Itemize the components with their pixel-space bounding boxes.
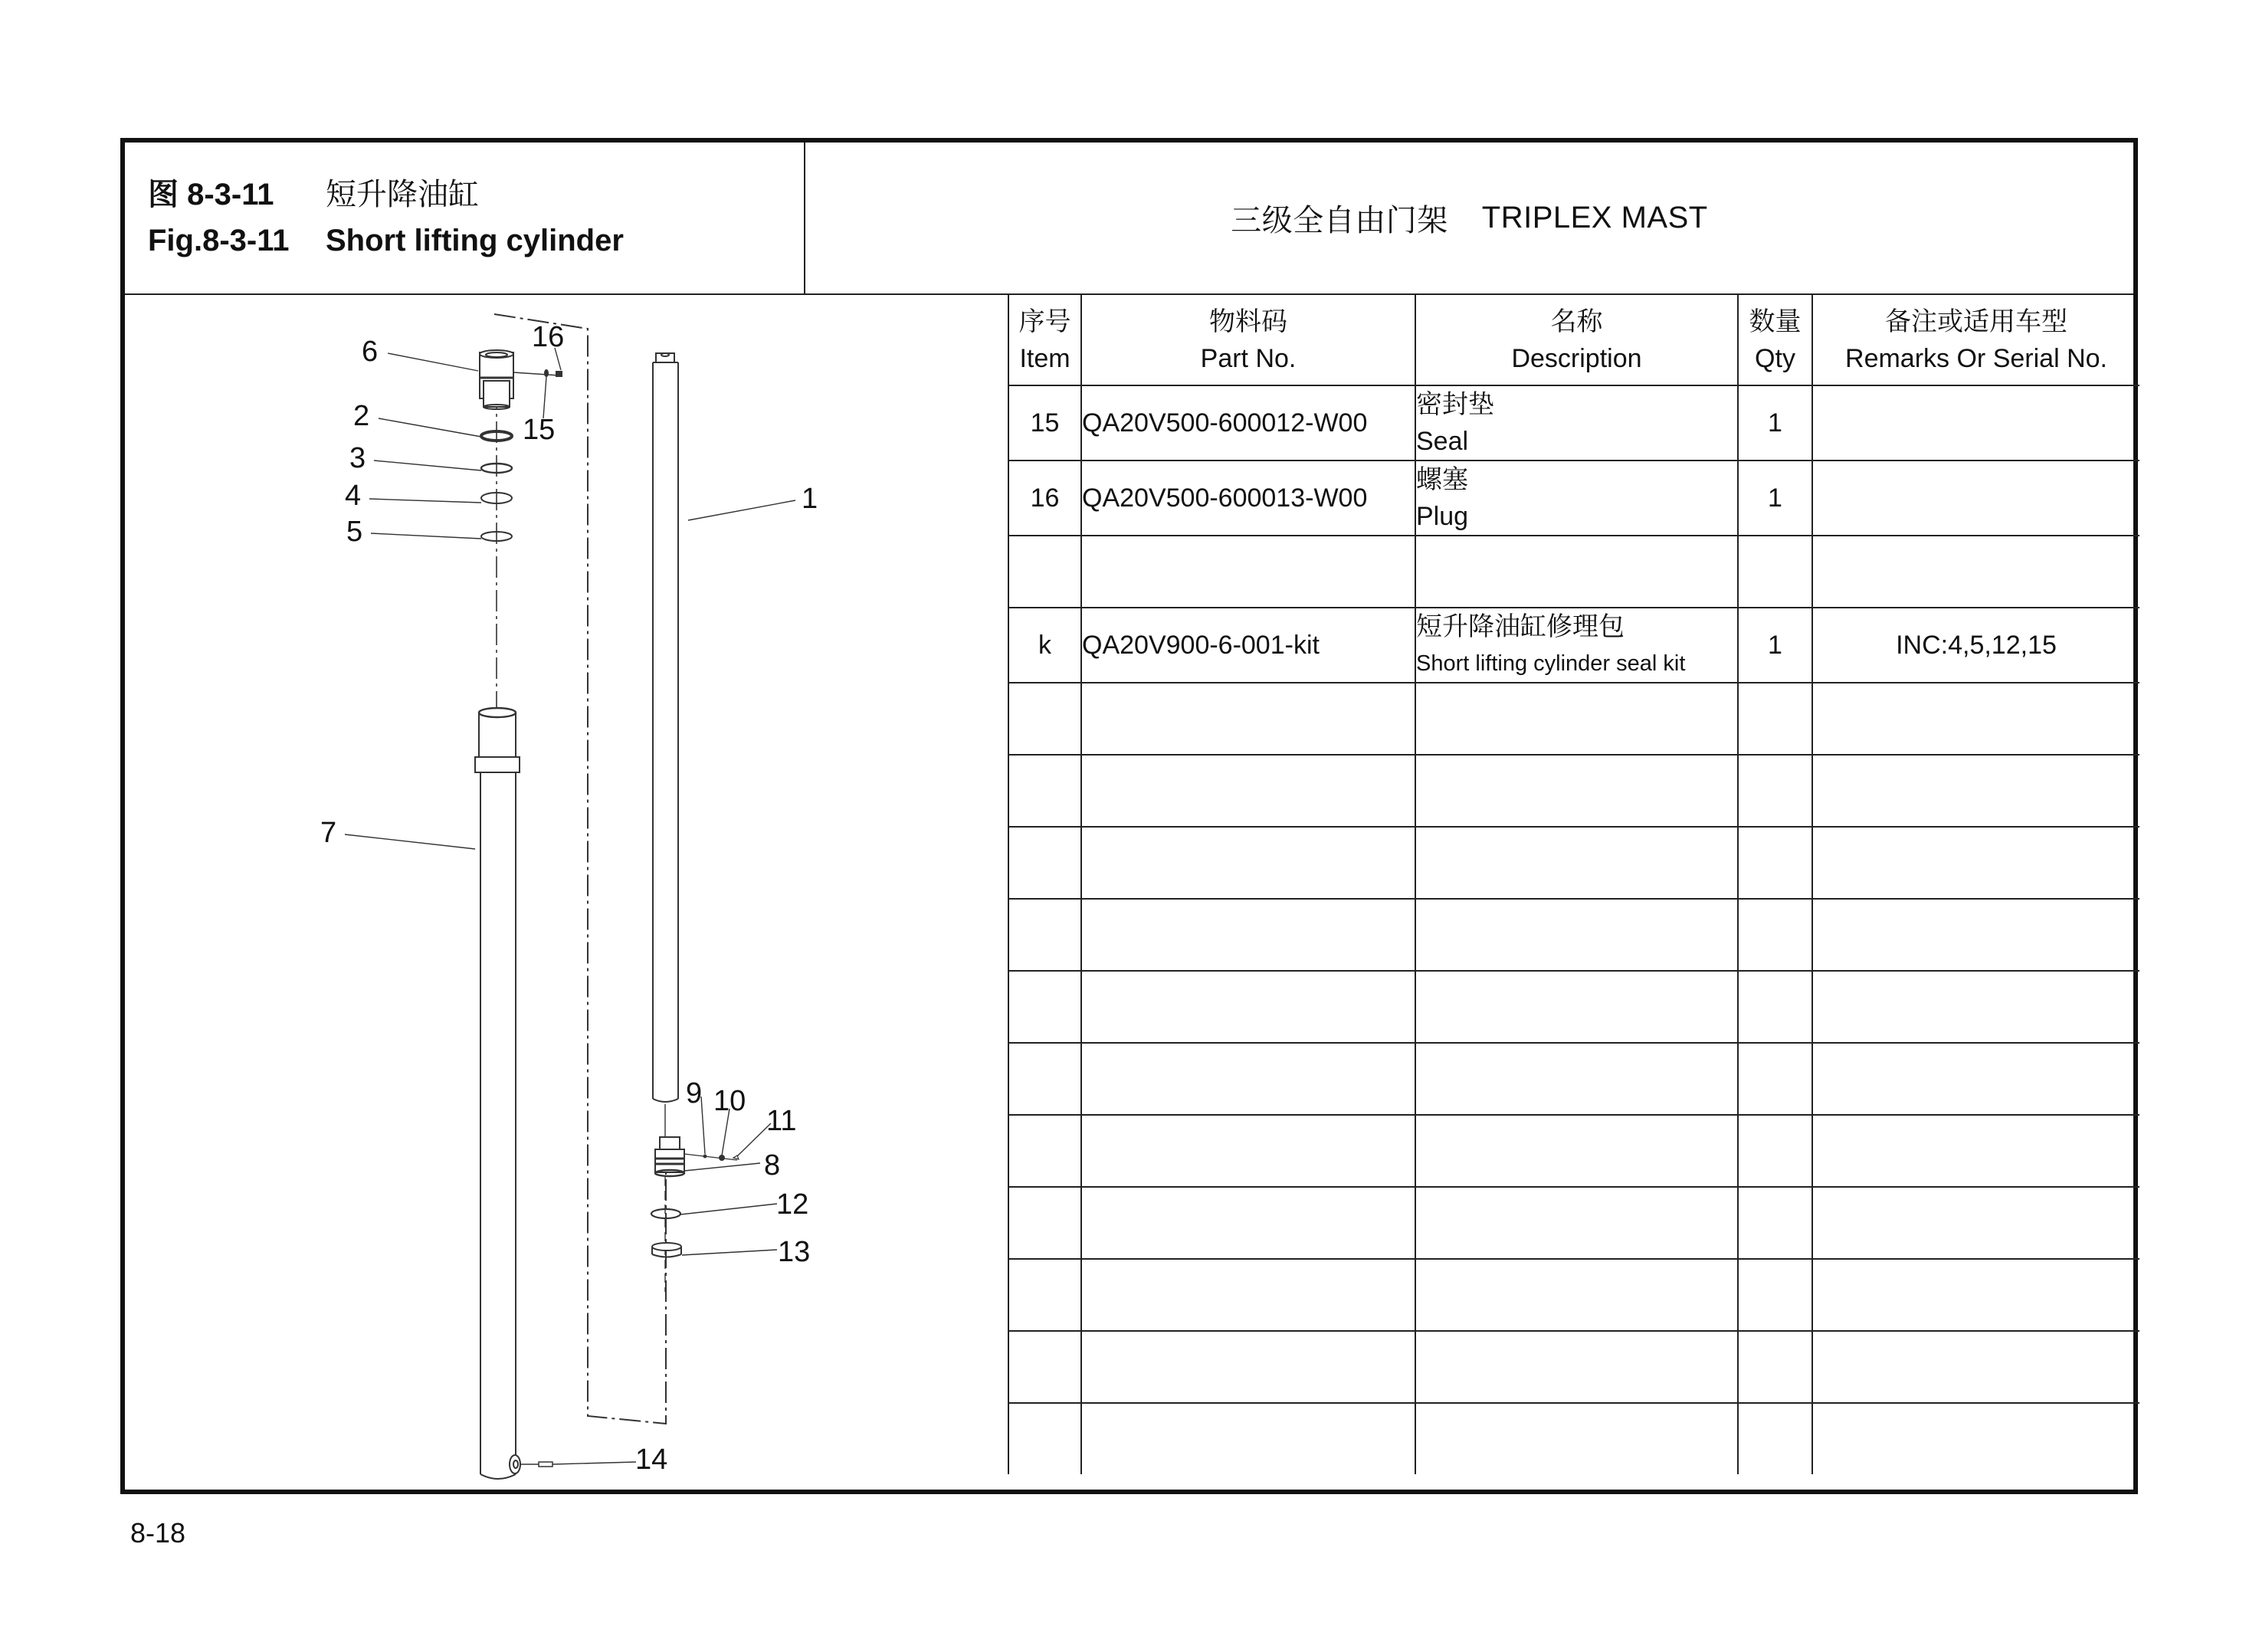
callout-13: 13 (778, 1236, 811, 1268)
cell-item (1008, 971, 1081, 1043)
cell-qty (1738, 1331, 1812, 1403)
cell-description (1415, 536, 1738, 608)
table-row (1008, 971, 2139, 1043)
cell-description: 螺塞 Plug (1415, 461, 1738, 536)
cell-qty (1738, 827, 1812, 899)
cell-part-no (1081, 1403, 1415, 1474)
cell-remarks (1812, 971, 2139, 1043)
section-title-cn: 三级全自由门架 (1231, 204, 1448, 238)
cell-qty (1738, 1403, 1812, 1474)
table-row (1008, 461, 2139, 536)
part-6-gland-icon (480, 350, 513, 409)
cell-part-no (1081, 1331, 1415, 1403)
table-row (1008, 755, 2139, 827)
callout-8: 8 (764, 1149, 781, 1182)
callout-12: 12 (776, 1188, 809, 1221)
figure-number-cn: 图 8-3-11 (148, 178, 274, 211)
callout-2: 2 (353, 400, 370, 432)
cell-part-no (1081, 1043, 1415, 1115)
cell-item (1008, 1403, 1081, 1474)
cell-item: k (1008, 608, 1081, 683)
cell-remarks (1812, 1187, 2139, 1259)
cell-remarks (1812, 461, 2139, 536)
cell-remarks: INC:4,5,12,15 (1812, 608, 2139, 683)
callout-10: 10 (713, 1085, 746, 1117)
table-row (1008, 1403, 2139, 1474)
cell-remarks (1812, 385, 2139, 461)
cell-remarks (1812, 827, 2139, 899)
cell-qty (1738, 536, 1812, 608)
cell-item (1008, 1043, 1081, 1115)
cell-remarks (1812, 755, 2139, 827)
cell-qty (1738, 1115, 1812, 1187)
cell-item (1008, 683, 1081, 755)
cell-description (1415, 899, 1738, 971)
cell-part-no (1081, 899, 1415, 971)
cell-item (1008, 1331, 1081, 1403)
cell-description (1415, 1403, 1738, 1474)
cell-qty (1738, 1259, 1812, 1331)
table-header-row (1008, 295, 2139, 385)
cell-item (1008, 1259, 1081, 1331)
cell-qty: 1 (1738, 608, 1812, 683)
cell-qty (1738, 971, 1812, 1043)
table-row (1008, 1331, 2139, 1403)
section-title-en: TRIPLEX MAST (1481, 201, 1708, 234)
col-header-remarks: 备注或适用车型 Remarks Or Serial No. (1812, 295, 2139, 385)
cell-description (1415, 1331, 1738, 1403)
cell-remarks (1812, 1403, 2139, 1474)
callout-labels (320, 321, 818, 1476)
cell-qty (1738, 899, 1812, 971)
cell-remarks (1812, 1115, 2139, 1187)
table-row (1008, 1187, 2139, 1259)
callout-1: 1 (802, 483, 818, 515)
cell-part-no (1081, 536, 1415, 608)
callout-9: 9 (686, 1077, 703, 1110)
callout-11: 11 (766, 1105, 797, 1137)
table-row (1008, 608, 2139, 683)
table-row (1008, 827, 2139, 899)
cell-qty (1738, 755, 1812, 827)
cell-remarks (1812, 899, 2139, 971)
cell-part-no (1081, 971, 1415, 1043)
callout-15: 15 (523, 414, 556, 446)
table-row (1008, 536, 2139, 608)
cell-item: 16 (1008, 461, 1081, 536)
cell-item: 15 (1008, 385, 1081, 461)
cell-part-no (1081, 827, 1415, 899)
cell-item (1008, 1115, 1081, 1187)
page-frame (120, 138, 2138, 1494)
cell-item (1008, 827, 1081, 899)
table-row (1008, 683, 2139, 755)
exploded-parts-drawing (125, 295, 1011, 1490)
cell-description (1415, 1115, 1738, 1187)
callout-14: 14 (635, 1444, 668, 1476)
table-row (1008, 1043, 2139, 1115)
callout-6: 6 (362, 336, 379, 368)
figure-name-en: Short lifting cylinder (326, 224, 624, 257)
cell-qty (1738, 683, 1812, 755)
figure-name-cn: 短升降油缸 (326, 178, 479, 211)
cell-item (1008, 755, 1081, 827)
cell-remarks (1812, 683, 2139, 755)
col-header-qty: 数量 Qty (1738, 295, 1812, 385)
figure-number-en: Fig.8-3-11 (148, 224, 290, 257)
cell-description (1415, 1187, 1738, 1259)
table-row (1008, 899, 2139, 971)
part-1-piston-rod-icon (653, 353, 678, 1102)
cell-part-no (1081, 683, 1415, 755)
assembly-guide-line (494, 314, 666, 1424)
col-header-item: 序号 Item (1008, 295, 1081, 385)
callout-3: 3 (349, 442, 366, 474)
callout-16: 16 (532, 321, 565, 353)
cell-part-no: QA20V900-6-001-kit (1081, 608, 1415, 683)
section-title (805, 143, 2133, 293)
cell-item (1008, 1187, 1081, 1259)
part-7-cylinder-barrel-icon (475, 708, 520, 1479)
col-header-description: 名称 Description (1415, 295, 1738, 385)
cell-description (1415, 827, 1738, 899)
cell-part-no (1081, 1259, 1415, 1331)
callout-4: 4 (345, 480, 362, 512)
cell-description (1415, 971, 1738, 1043)
cell-description (1415, 1259, 1738, 1331)
cell-remarks (1812, 1043, 2139, 1115)
cell-remarks (1812, 1259, 2139, 1331)
figure-title-cn (148, 172, 624, 218)
cell-qty: 1 (1738, 385, 1812, 461)
cell-description (1415, 1043, 1738, 1115)
cell-description (1415, 683, 1738, 755)
callout-leaders (345, 348, 795, 1464)
parts-table (1008, 295, 2133, 1490)
cell-description: 短升降油缸修理包 Short lifting cylinder seal kit (1415, 608, 1738, 683)
cell-part-no (1081, 755, 1415, 827)
table-row (1008, 385, 2139, 461)
figure-title-en (148, 218, 624, 264)
cell-part-no (1081, 1115, 1415, 1187)
page-number: 8-18 (130, 1517, 186, 1549)
cell-part-no: QA20V500-600013-W00 (1081, 461, 1415, 536)
cell-remarks (1812, 1331, 2139, 1403)
cell-part-no (1081, 1187, 1415, 1259)
table-row (1008, 1115, 2139, 1187)
cell-qty (1738, 1187, 1812, 1259)
cell-description (1415, 755, 1738, 827)
callout-7: 7 (320, 817, 337, 849)
callout-5: 5 (346, 516, 363, 548)
figure-title (148, 172, 624, 264)
cell-description: 密封垫 Seal (1415, 385, 1738, 461)
cell-part-no: QA20V500-600012-W00 (1081, 385, 1415, 461)
cell-item (1008, 899, 1081, 971)
col-header-part-no: 物料码 Part No. (1081, 295, 1415, 385)
cell-qty (1738, 1043, 1812, 1115)
table-row (1008, 1259, 2139, 1331)
part-8-piston-icon (655, 1137, 684, 1176)
cell-qty: 1 (1738, 461, 1812, 536)
cell-remarks (1812, 536, 2139, 608)
cell-item (1008, 536, 1081, 608)
